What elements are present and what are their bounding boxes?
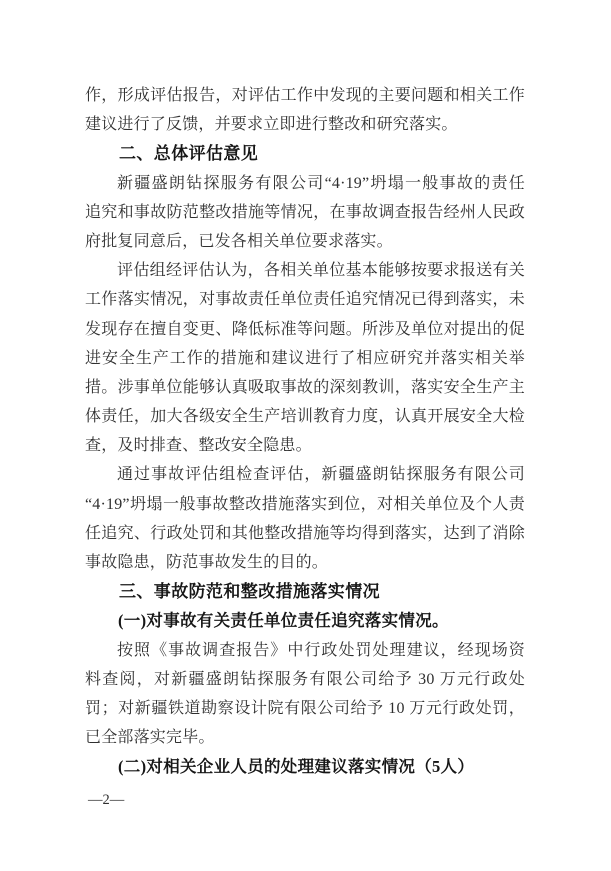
body-text-line: 建议进行了反馈，并要求立即进行整改和研究落实。 <box>85 116 458 134</box>
body-text-line: 新疆盛朗钻探服务有限公司“4·19”坍塌一般事故的责任 <box>117 174 525 192</box>
body-text-line: 查，及时排查、整改安全隐患。 <box>85 437 312 455</box>
body-text-line: 料查阅，对新疆盛朗钻探服务有限公司给予 30 万元行政处 <box>85 670 525 688</box>
body-text-line: 事故隐患，防范事故发生的目的。 <box>85 554 329 571</box>
body-text-line: 作，形成评估报告，对评估工作中发现的主要问题和相关工作 <box>85 87 525 104</box>
body-text-line: 体责任，加大各级安全生产培训教育力度，认真开展安全大检 <box>85 408 525 426</box>
body-text-line: 追究和事故防范整改措施等情况，在事故调查报告经州人民政 <box>85 203 525 221</box>
section-heading: 二、总体评估意见 <box>119 144 259 164</box>
body-text-line: 发现存在擅自变更、降低标准等问题。所涉及单位对提出的促 <box>85 320 525 338</box>
body-text-line: 通过事故评估组检查评估，新疆盛朗钻探服务有限公司 <box>117 466 525 484</box>
body-text-line: 措。涉事单位能够认真吸取事故的深刻教训，落实安全生产主 <box>85 378 525 396</box>
body-text-line: 已全部落实完毕。 <box>85 729 215 747</box>
body-text-line: 罚；对新疆铁道勘察设计院有限公司给予 10 万元行政处罚， <box>85 699 525 717</box>
sub-section-heading: (二)对相关企业人员的处理建议落实情况（5人） <box>118 757 475 777</box>
body-text-line: 任追究、行政处罚和其他整改措施等均得到落实，达到了消除 <box>85 524 525 542</box>
body-text-line: 进安全生产工作的措施和建议进行了相应研究并落实相关举 <box>85 349 525 367</box>
body-text-line: 工作落实情况，对事故责任单位责任追究情况已得到落实，未 <box>85 291 525 309</box>
page-number: —2— <box>88 792 125 808</box>
body-text-line: 评估组经评估认为，各相关单位基本能够按要求报送有关 <box>117 262 525 280</box>
sub-section-heading: (一)对事故有关责任单位责任追究落实情况。 <box>118 611 449 631</box>
body-text-line: 按照《事故调查报告》中行政处罚处理建议，经现场资 <box>117 641 525 659</box>
section-heading: 三、事故防范和整改措施落实情况 <box>119 582 380 602</box>
body-text-line: “4·19”坍塌一般事故整改措施落实到位，对相关单位及个人责 <box>85 495 525 513</box>
body-text-line: 府批复同意后，已发各相关单位要求落实。 <box>85 232 393 250</box>
document-body <box>85 81 525 782</box>
